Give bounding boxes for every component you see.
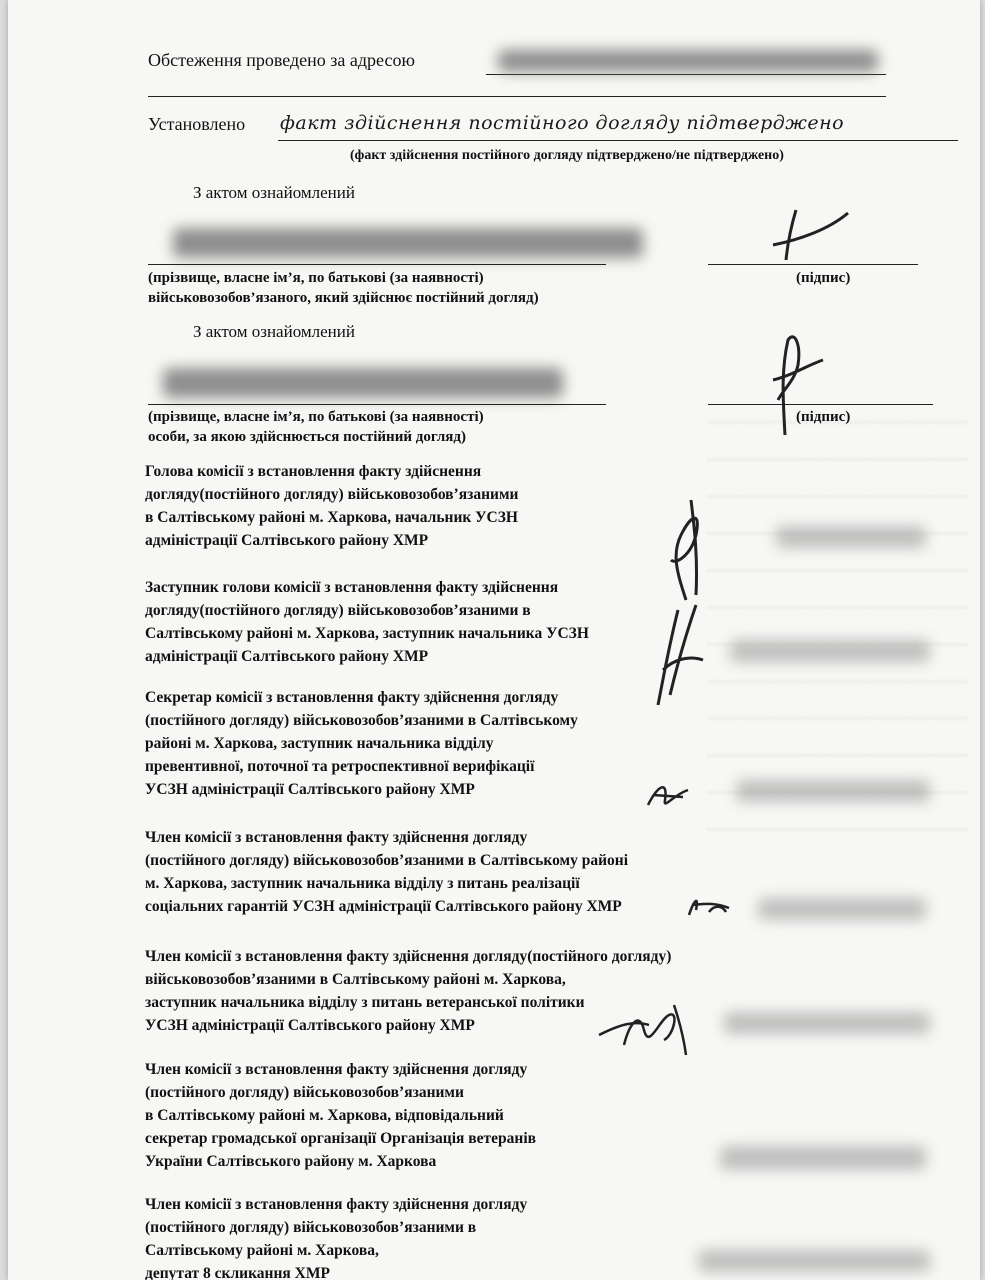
redacted-signatory-name-0 xyxy=(776,526,926,548)
commission-line: догляду(постійного догляду) військовозобов’язаними в xyxy=(145,602,531,619)
commission-line: секретар громадської організації Організація ветеранів xyxy=(145,1130,537,1147)
commission-line: Член комісії з встановлення факту здійснення догляду xyxy=(145,1196,528,1213)
signature-veteran-policy xyxy=(594,1000,704,1065)
commission-line: превентивної, поточної та ретроспективної верифікації xyxy=(145,758,535,775)
established-handwritten-value: факт здійснення постійного догляду підтверджено xyxy=(280,112,845,134)
commission-line: Салтівському районі м. Харкова, xyxy=(145,1242,379,1259)
redacted-name-2 xyxy=(163,368,563,398)
commission-line: (постійного догляду) військовозобов’язаними в Салтівському xyxy=(145,712,578,729)
commission-member-city-council-deputy xyxy=(145,1193,735,1280)
redacted-signatory-name-4 xyxy=(724,1012,930,1034)
commission-line: догляду(постійного догляду) військовозобов’язаними xyxy=(145,486,519,503)
redacted-signatory-name-6 xyxy=(698,1250,930,1272)
redacted-name-1 xyxy=(173,228,643,258)
commission-line: (постійного догляду) військовозобов’язаними в Салтівському районі xyxy=(145,852,629,869)
commission-line: Голова комісії з встановлення факту здійснення xyxy=(145,463,482,480)
established-hint: (факт здійснення постійного догляду підтверджено/не підтверджено) xyxy=(350,148,784,163)
commission-line: Член комісії з встановлення факту здійснення догляду xyxy=(145,829,528,846)
commission-line: УСЗН адміністрації Салтівського району ХМР xyxy=(145,781,475,798)
commission-line: Член комісії з встановлення факту здійснення догляду xyxy=(145,1061,528,1078)
redacted-signatory-name-2 xyxy=(736,780,930,802)
acquaint1-name-line xyxy=(148,264,606,265)
commission-line: адміністрації Салтівського району ХМР xyxy=(145,648,429,665)
acquaint2-signature-label: (підпис) xyxy=(796,409,851,425)
acquaint1-signature-label: (підпис) xyxy=(796,270,851,286)
established-label: Установлено xyxy=(148,114,246,134)
redacted-address xyxy=(498,50,878,72)
redacted-signatory-name-3 xyxy=(758,898,926,920)
acquaint2-name-line xyxy=(148,404,606,405)
redacted-signatory-name-5 xyxy=(720,1146,926,1170)
commission-line: (постійного догляду) військовозобов’язаними xyxy=(145,1084,464,1101)
acquaint2-title: З актом ознайомлений xyxy=(193,322,355,341)
signature-secretary xyxy=(643,775,693,820)
established-underline xyxy=(278,140,958,141)
commission-line: в Салтівському районі м. Харкова, відповідальний xyxy=(145,1107,504,1124)
commission-line: (постійного догляду) військовозобов’язаними в xyxy=(145,1219,477,1236)
commission-line: військовозобов’язаними в Салтівському районі м. Харкова, xyxy=(145,971,566,988)
commission-line: адміністрації Салтівського району ХМР xyxy=(145,532,429,549)
acquaint2-caption-2: особи, за якою здійснюється постійний догляд) xyxy=(148,429,466,445)
commission-line: заступник начальника відділу з питань ветеранської політики xyxy=(145,994,585,1011)
commission-line: України Салтівського району м. Харкова xyxy=(145,1153,437,1170)
commission-member-deputy-chair xyxy=(145,576,735,668)
signature-social-guarantees xyxy=(684,890,734,925)
commission-line: в Салтівському районі м. Харкова, начальник УСЗН xyxy=(145,509,518,526)
commission-member-veterans-organization xyxy=(145,1058,735,1173)
acquaint1-title: З актом ознайомлений xyxy=(193,183,355,202)
commission-line: Заступник голови комісії з встановлення факту здійснення xyxy=(145,579,559,596)
address-second-line xyxy=(148,96,886,97)
commission-member-chair xyxy=(145,460,735,552)
commission-line: Секретар комісії з встановлення факту здійснення догляду xyxy=(145,689,559,706)
commission-line: депутат 8 скликання ХМР xyxy=(145,1265,330,1280)
address-label: Обстеження проведено за адресою xyxy=(148,50,415,70)
commission-member-social-guarantees xyxy=(145,826,735,918)
commission-line: соціальних гарантій УСЗН адміністрації Салтівського району ХМР xyxy=(145,898,622,915)
commission-line: Член комісії з встановлення факту здійснення догляду(постійного догляду) xyxy=(145,948,672,965)
acquaint2-caption-1: (прізвище, власне ім’я, по батькові (за наявності) xyxy=(148,409,484,425)
bleed-through-text xyxy=(708,400,968,844)
redacted-signatory-name-1 xyxy=(730,640,930,662)
signature-1 xyxy=(748,205,858,270)
commission-line: Салтівському районі м. Харкова, заступник начальника УСЗН xyxy=(145,625,589,642)
commission-line: м. Харкова, заступник начальника відділу з питань реалізації xyxy=(145,875,580,892)
acquaint1-caption-2: військовозобов’язаного, який здійснює постійний догляд) xyxy=(148,290,539,306)
document-page xyxy=(8,0,980,1280)
acquaint1-caption-1: (прізвище, власне ім’я, по батькові (за наявності) xyxy=(148,270,484,286)
address-underline xyxy=(486,74,886,75)
commission-line: УСЗН адміністрації Салтівського району ХМР xyxy=(145,1017,475,1034)
commission-line: районі м. Харкова, заступник начальника відділу xyxy=(145,735,494,752)
